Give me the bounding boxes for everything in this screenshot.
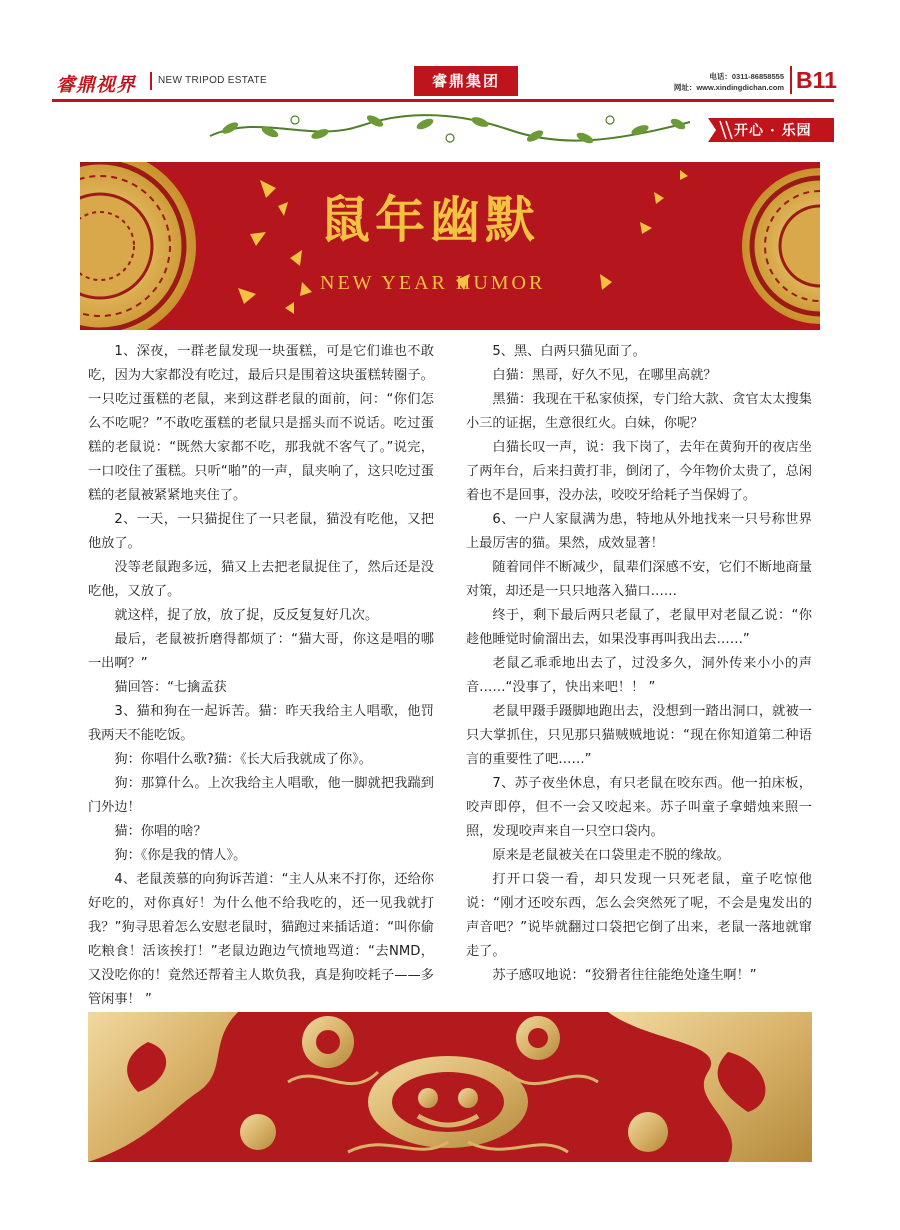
banner-title: 鼠年幽默 (320, 190, 540, 249)
contact-info (664, 71, 784, 93)
paragraph: 苏子感叹地说：“狡猾者往往能绝处逢生啊！” (492, 968, 757, 983)
paragraph: 白猫：黑哥，好久不见，在哪里高就？ (492, 368, 717, 383)
contact-website: 网址：www.xindingdichan.com (673, 83, 784, 92)
paragraph: 没等老鼠跑多远，猫又上去把老鼠捉住了，然后还是没吃他，又放了。 (88, 560, 434, 599)
page-header (52, 67, 837, 98)
paragraph: 白猫长叹一声，说：我下岗了，去年在黄狗开的夜店坐了两年台，后来扫黄打非，倒闭了，今年物价太贵了，总闲着也不是回事，没办法，咬咬牙给耗子当保姆了。 (466, 440, 812, 503)
papercut-rat-image (88, 1012, 812, 1162)
left-medallion (80, 162, 196, 330)
right-medallion (742, 168, 820, 324)
page-number: B11 (790, 66, 837, 94)
paragraph: 2、一天，一只猫捉住了一只老鼠，猫没有吃他，又把他放了。 (88, 512, 434, 551)
brand-logo: 睿鼎视界 (56, 74, 137, 96)
paragraph: 猫回答：“七擒孟获 (114, 680, 227, 695)
paragraph: 黑猫：我现在干私家侦探，专门给大款、贪官太太搜集小三的证据，生意很红火。白妹，你呢？ (466, 392, 812, 431)
vine-decoration (200, 108, 700, 148)
contact-phone: 电话：0311-86858555 (709, 72, 784, 81)
article-left-column (88, 340, 434, 1012)
paragraph: 最后，老鼠被折磨得都烦了：“猫大哥，你这是唱的哪一出啊？” (88, 632, 434, 671)
paragraph: 终于，剩下最后两只老鼠了，老鼠甲对老鼠乙说：“你趁他睡觉时偷溜出去，如果没事再叫我出去……” (466, 608, 812, 647)
paragraph: 就这样，捉了放，放了捉，反反复复好几次。 (114, 608, 379, 623)
paragraph: 5、黑、白两只猫见面了。 (492, 344, 646, 359)
brand-english-name: NEW TRIPOD ESTATE (158, 75, 267, 86)
header-rule (52, 99, 834, 102)
banner-subtitle: NEW YEAR HUMOR (320, 272, 546, 294)
paragraph: 7、苏子夜坐休息，有只老鼠在咬东西。他一拍床板，咬声即停，但不一会又咬起来。苏子叫童子拿蜡烛来照一照，发现咬声来自一只空口袋内。 (466, 776, 812, 839)
paragraph: 原来是老鼠被关在口袋里走不脱的缘故。 (492, 848, 730, 863)
paragraph: 1、深夜，一群老鼠发现一块蛋糕，可是它们谁也不敢吃，因为大家都没有吃过，最后只是围着这块蛋糕转圈子。一只吃过蛋糕的老鼠，来到这群老鼠的面前，问：“你们怎么不吃呢？”不敢吃蛋糕的老鼠只是摇头而不说话。吃过蛋糕的老鼠说：“既然大家都不吃，那我就不客气了。”说完，一口咬住了蛋糕。只听“啪”的一声，鼠夹响了，这只吃过蛋糕的老鼠被紧紧地夹住了。 (88, 344, 434, 503)
paragraph: 狗：那算什么。上次我给主人唱歌，他一脚就把我踹到门外边！ (88, 776, 434, 815)
paragraph: 3、猫和狗在一起诉苦。猫：昨天我给主人唱歌，他罚我两天不能吃饭。 (88, 704, 434, 743)
brand-divider (150, 72, 152, 90)
paragraph: 狗：你唱什么歌?猫：《长大后我就成了你》。 (114, 752, 372, 767)
paragraph: 打开口袋一看，却只发现一只死老鼠，童子吃惊他说：“刚才还咬东西，怎么会突然死了呢，不会是鬼发出的声音吧？”说毕就翻过口袋把它倒了出来，老鼠一落地就窜走了。 (466, 872, 812, 959)
paragraph: 随着同伴不断减少，鼠辈们深感不安，它们不断地商量对策，却还是一只只地落入猫口…… (466, 560, 812, 599)
paragraph: 6、一户人家鼠满为患，特地从外地找来一只号称世界上最厉害的猫。果然，成效显著！ (466, 512, 812, 551)
papercut-artwork (88, 1012, 812, 1162)
section-tag-label: 开心 · 乐园 (734, 123, 812, 139)
paragraph: 狗：《你是我的情人》。 (114, 848, 247, 863)
section-tag (704, 118, 834, 142)
paragraph: 4、老鼠羡慕的向狗诉苦道：“主人从来不打你，还给你好吃的，对你真好！为什么他不给我吃的，还一见我就打我？”狗寻思着怎么安慰老鼠时，猫跑过来插话道：“叫你偷吃粮食！活该挨打！”老鼠边跑边气愤地骂道：“去NMD，又没吃你的！竟然还帮着主人欺负我，真是狗咬耗子——多管闲事！ ” (88, 872, 434, 1007)
paragraph: 老鼠乙乖乖地出去了，过没多久，洞外传来小小的声音……“没事了，快出来吧！！ ” (466, 656, 812, 695)
article-right-column (466, 340, 812, 988)
group-name-box: 睿鼎集团 (414, 66, 518, 96)
paragraph: 老鼠甲蹑手蹑脚地跑出去，没想到一踏出洞口，就被一只大掌抓住，只见那只猫贼贼地说：“现在你知道第二种语言的重要性了吧……” (466, 704, 812, 767)
paragraph: 猫：你唱的啥？ (114, 824, 207, 839)
